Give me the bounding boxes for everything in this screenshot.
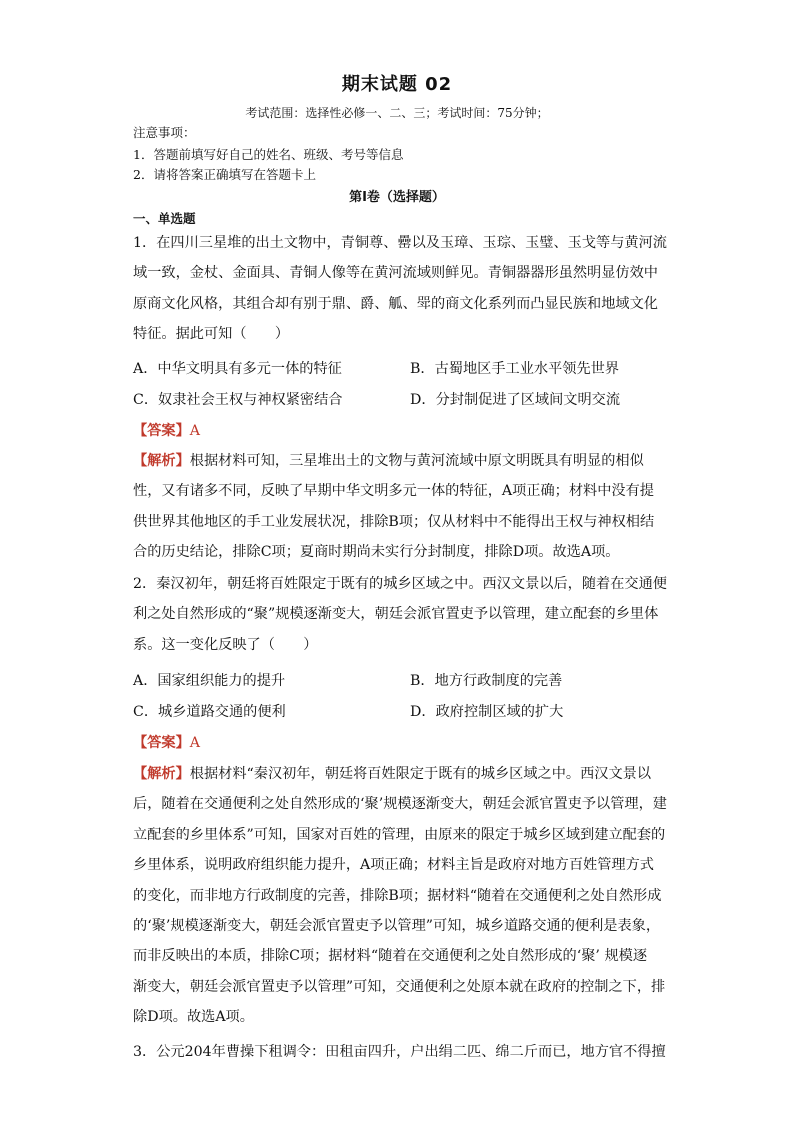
analysis-line: 而非反映出的本质，排除C项；据材料“随着在交通便利之处自然形成的‘聚’ 规模逐	[133, 948, 648, 965]
analysis-line: 性，又有诸多不同，反映了早期中华文明多元一体的特征，A项正确；材料中没有提	[133, 483, 654, 500]
analysis-line: 供世界其他地区的手工业发展状况，排除B项；仅从材料中不能得出王权与神权相结	[133, 513, 655, 530]
analysis-line: 的变化，而非地方行政制度的完善，排除B项；据材料“随着在交通便利之处自然形成	[133, 887, 662, 904]
question-1-line: 域一致，金杖、金面具、青铜人像等在黄河流域则鲜见。青铜器器形虽然明显仿效中	[133, 265, 658, 282]
question-1-option-a: A．中华文明具有多元一体的特征	[133, 361, 342, 377]
question-2-line: 利之处自然形成的“聚”规模逐渐变大，朝廷会派官置吏予以管理，建立配套的乡里体	[133, 606, 659, 623]
analysis-tag: 【解析】	[133, 766, 190, 782]
question-2-stem	[133, 569, 667, 660]
notice-item-1: 1．答题前填写好自己的姓名、班级、考号等信息	[133, 147, 404, 162]
section-heading: 一、单选题	[133, 211, 196, 226]
analysis-line: 渐变大，朝廷会派官置吏予以管理”可知，交通便利之处原本就在政府的控制之下，排	[133, 978, 666, 995]
question-2-answer	[133, 732, 200, 752]
question-2-option-d: D．政府控制区域的扩大	[410, 704, 564, 720]
question-3-line: 3．公元204年曹操下租调令：田租亩四升，户出绢二匹、绵二斤而已，地方官不得擅	[133, 1044, 666, 1060]
question-3-stem	[133, 1037, 666, 1067]
analysis-line: 【解析】根据材料可知，三星堆出土的文物与黄河流域中原文明既具有明显的相似	[133, 453, 644, 469]
question-1-stem	[133, 228, 667, 350]
question-1-line: 1．在四川三星堆的出土文物中，青铜尊、罍以及玉璋、玉琮、玉璧、玉戈等与黄河流	[133, 235, 667, 251]
analysis-line: 【解析】根据材料“秦汉初年，朝廷将百姓限定于既有的城乡区域之中。西汉文景以	[133, 766, 652, 782]
analysis-line: 合的历史结论，排除C项；夏商时期尚未实行分封制度，排除D项。故选A项。	[133, 544, 620, 561]
analysis-line: 乡里体系，说明政府组织能力提升，A项正确；材料主旨是政府对地方百姓管理方式	[133, 857, 654, 874]
analysis-tag: 【解析】	[133, 453, 190, 469]
question-2-option-b: B．地方行政制度的完善	[410, 673, 563, 689]
question-2-line: 2．秦汉初年，朝廷将百姓限定于既有的城乡区域之中。西汉文景以后，随着在交通便	[133, 576, 667, 592]
answer-value: A	[189, 423, 201, 439]
answer-value: A	[189, 735, 201, 751]
notice-title: 注意事项：	[133, 125, 196, 140]
question-1-option-c: C．奴隶社会王权与神权紧密结合	[133, 392, 343, 408]
analysis-line: 除D项。故选A项。	[133, 1009, 254, 1026]
question-1-option-b: B．古蜀地区手工业水平领先世界	[410, 361, 620, 377]
question-1-line: 原商文化风格，其组合却有别于鼎、爵、觚、斝的商文化系列而凸显民族和地域文化	[133, 295, 658, 312]
question-1-answer	[133, 420, 200, 440]
analysis-line: 立配套的乡里体系”可知，国家对百姓的管理，由原来的限定于城乡区域到建立配套的	[133, 826, 666, 843]
question-2-option-a: A．国家组织能力的提升	[133, 673, 286, 689]
question-2-option-c: C．城乡道路交通的便利	[133, 704, 286, 720]
page-title: 期末试题 02	[341, 74, 453, 95]
question-2-line: 系。这一变化反映了（ ）	[133, 636, 318, 653]
notice-item-2: 2．请将答案正确填写在答题卡上	[133, 167, 316, 182]
answer-tag: 【答案】	[133, 735, 190, 751]
analysis-line: 后，随着在交通便利之处自然形成的‘聚’规模逐渐变大，朝廷会派官置吏予以管理，建	[133, 796, 667, 813]
question-1-line: 特征。据此可知（ ）	[133, 326, 290, 343]
exam-meta: 考试范围：选择性必修一、二、三；考试时间：75分钟；	[245, 106, 549, 120]
answer-tag: 【答案】	[133, 423, 190, 439]
question-1-option-d: D．分封制促进了区域间文明交流	[410, 392, 621, 408]
section-title: 第Ⅰ卷（选择题）	[349, 190, 445, 205]
question-1-analysis	[133, 446, 663, 568]
question-2-analysis	[133, 759, 667, 1033]
analysis-line: 的‘聚’规模逐渐变大，朝廷会派官置吏予以管理”可知，城乡道路交通的便利是表象，	[133, 918, 661, 935]
